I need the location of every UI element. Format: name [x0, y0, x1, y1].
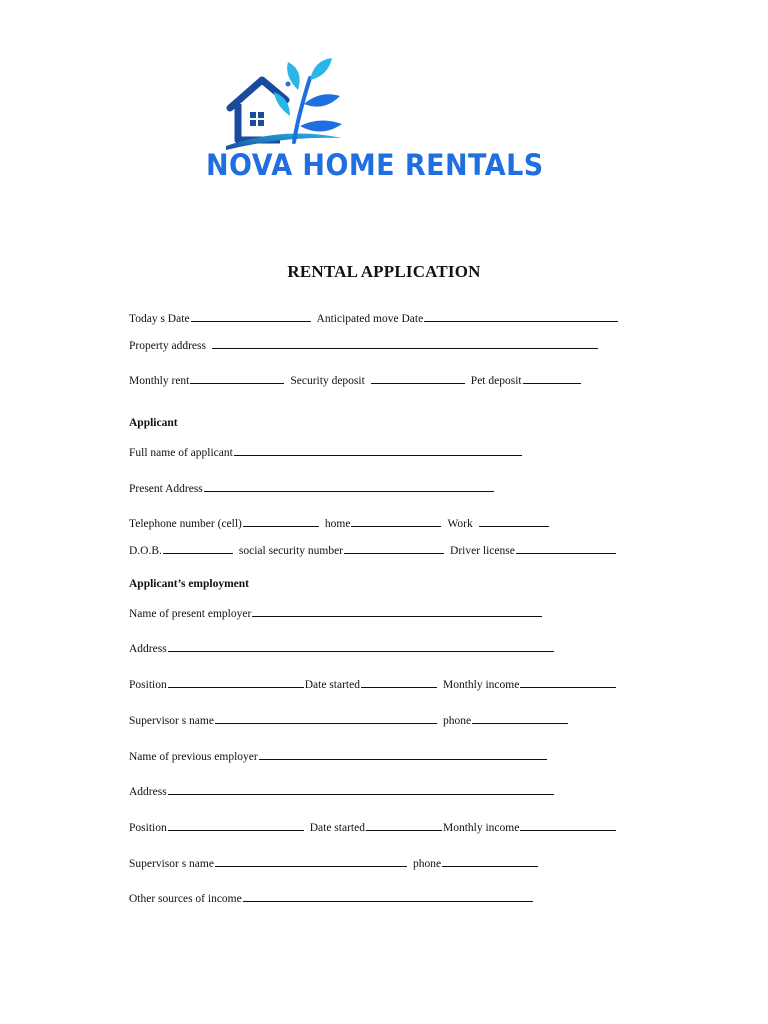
date-started-field[interactable]: [361, 676, 437, 688]
company-logo: [200, 56, 544, 186]
previous-position-label: Position: [129, 822, 167, 834]
supervisor-name-field[interactable]: [215, 712, 437, 724]
supervisor-phone-label: phone: [442, 715, 472, 727]
row-supervisor: [129, 712, 569, 727]
date-started-label: Date started: [304, 679, 360, 691]
supervisor-name-label: Supervisor s name: [129, 715, 214, 727]
row-position: [129, 676, 617, 691]
row-dates: [129, 310, 619, 325]
todays-date-label: Today s Date: [129, 313, 190, 325]
applicant-heading: Applicant: [129, 417, 178, 429]
previous-monthly-income-field[interactable]: [520, 819, 616, 831]
home-label: home: [324, 518, 351, 530]
todays-date-field[interactable]: [191, 310, 311, 322]
monthly-income-field[interactable]: [520, 676, 616, 688]
brand-name: NOVA HOME RENTALS: [206, 148, 544, 182]
row-property-address: [129, 337, 599, 352]
row-telephone: [129, 515, 550, 530]
work-phone-field[interactable]: [479, 515, 549, 527]
full-name-label: Full name of applicant: [129, 447, 233, 459]
house-leaf-logo-icon: [224, 56, 344, 152]
pet-deposit-field[interactable]: [523, 372, 581, 384]
row-other-income: [129, 890, 534, 905]
position-label: Position: [129, 679, 167, 691]
previous-date-started-label: Date started: [309, 822, 365, 834]
supervisor-phone-field[interactable]: [472, 712, 568, 724]
previous-monthly-income-label: Monthly income: [442, 822, 520, 834]
dob-field[interactable]: [163, 542, 233, 554]
work-label: Work: [447, 518, 473, 530]
ssn-field[interactable]: [344, 542, 444, 554]
ssn-label: social security number: [238, 545, 344, 557]
full-name-field[interactable]: [234, 444, 522, 456]
previous-phone-label: phone: [412, 858, 442, 870]
form-title: RENTAL APPLICATION: [287, 262, 481, 281]
previous-supervisor-field[interactable]: [215, 855, 407, 867]
monthly-rent-field[interactable]: [190, 372, 284, 384]
row-employer-address: [129, 640, 555, 655]
row-present-address: [129, 480, 495, 495]
row-previous-address: [129, 783, 555, 798]
row-rent-deposits: [129, 372, 582, 387]
position-field[interactable]: [168, 676, 304, 688]
previous-address-field[interactable]: [168, 783, 554, 795]
present-address-field[interactable]: [204, 480, 494, 492]
telephone-label: Telephone number (cell): [129, 518, 242, 530]
row-previous-employer: [129, 748, 548, 763]
property-address-field[interactable]: [212, 337, 598, 349]
employer-address-label: Address: [129, 643, 167, 655]
present-employer-field[interactable]: [252, 605, 542, 617]
previous-position-field[interactable]: [168, 819, 304, 831]
present-address-label: Present Address: [129, 483, 203, 495]
row-full-name: [129, 444, 523, 459]
other-income-field[interactable]: [243, 890, 533, 902]
row-identification: [129, 542, 617, 557]
move-date-label: Anticipated move Date: [316, 313, 424, 325]
row-previous-supervisor: [129, 855, 539, 870]
dob-label: D.O.B.: [129, 545, 162, 557]
previous-address-label: Address: [129, 786, 167, 798]
previous-phone-field[interactable]: [442, 855, 538, 867]
other-income-label: Other sources of income: [129, 893, 242, 905]
move-date-field[interactable]: [424, 310, 618, 322]
present-employer-label: Name of present employer: [129, 608, 252, 620]
employment-heading: Applicant’s employment: [129, 578, 250, 590]
monthly-rent-label: Monthly rent: [129, 375, 190, 387]
row-present-employer: [129, 605, 543, 620]
row-previous-position: [129, 819, 617, 834]
security-deposit-label: Security deposit: [290, 375, 365, 387]
cell-phone-field[interactable]: [243, 515, 319, 527]
previous-employer-field[interactable]: [259, 748, 547, 760]
driver-license-label: Driver license: [450, 545, 515, 557]
previous-date-started-field[interactable]: [366, 819, 442, 831]
previous-supervisor-label: Supervisor s name: [129, 858, 214, 870]
pet-deposit-label: Pet deposit: [470, 375, 522, 387]
previous-employer-label: Name of previous employer: [129, 751, 258, 763]
monthly-income-label: Monthly income: [442, 679, 520, 691]
property-address-label: Property address: [129, 340, 206, 352]
home-phone-field[interactable]: [351, 515, 441, 527]
employer-address-field[interactable]: [168, 640, 554, 652]
security-deposit-field[interactable]: [371, 372, 465, 384]
driver-license-field[interactable]: [516, 542, 616, 554]
